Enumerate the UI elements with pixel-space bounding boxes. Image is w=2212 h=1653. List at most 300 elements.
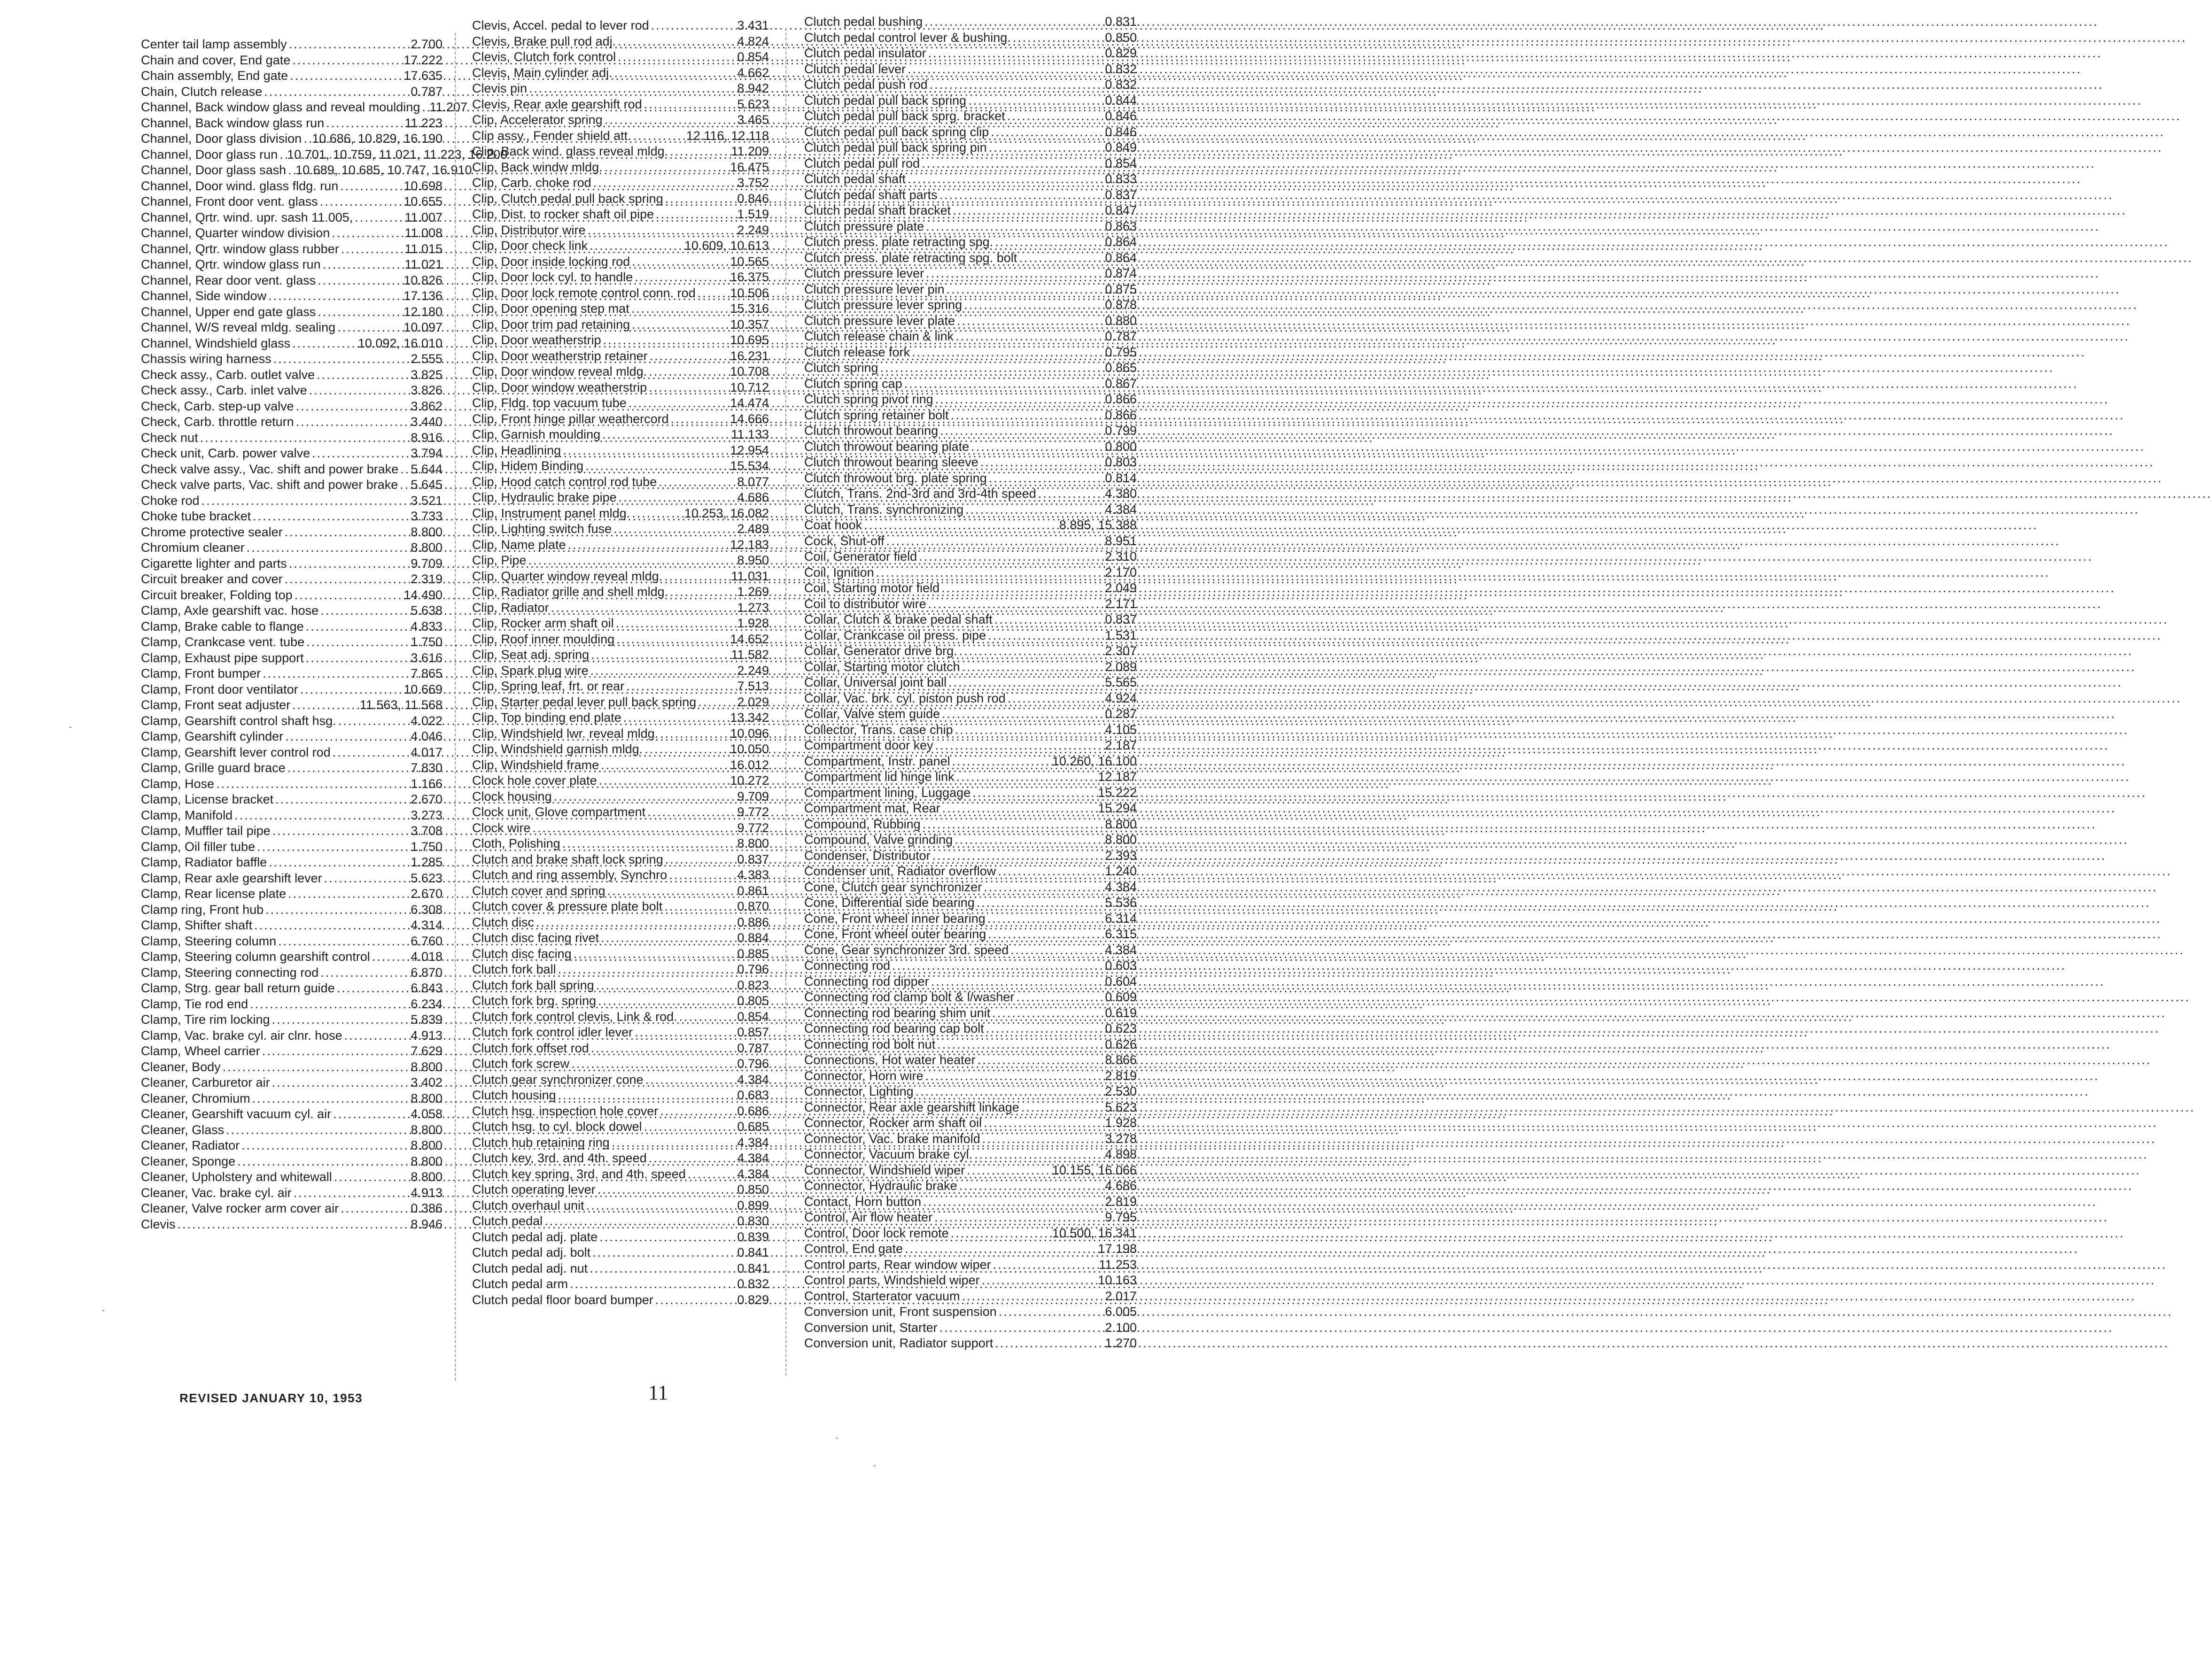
dot-leader	[618, 49, 735, 65]
entry-reference: 0.831	[1105, 15, 1137, 29]
index-entry	[472, 553, 769, 569]
entry-name: Clamp, Brake cable to flange	[141, 619, 304, 633]
dot-leader	[596, 978, 736, 994]
dot-leader	[864, 518, 1057, 533]
entry-reference: 11.253	[1099, 1257, 1137, 1272]
entry-reference: 5.638	[411, 603, 442, 618]
dot-leader	[601, 757, 728, 773]
entry-name: Clutch pedal adj. bolt	[472, 1245, 591, 1259]
dot-leader	[984, 880, 1103, 896]
dot-leader	[972, 785, 1096, 801]
dot-leader	[989, 471, 1103, 487]
entry-name: Clip, Lighting switch fuse	[472, 522, 612, 536]
dot-leader	[923, 1194, 1103, 1210]
index-entry	[472, 679, 769, 695]
entry-reference: 0.603	[1105, 958, 1137, 973]
index-entry	[141, 367, 442, 383]
entry-name: Clutch operating lever	[472, 1182, 596, 1197]
entry-reference: 5.623	[1105, 1100, 1137, 1114]
entry-reference: 0.829	[1105, 46, 1137, 60]
entry-name: Clamp, Gearshift lever control rod	[141, 745, 331, 759]
index-entry	[804, 518, 1137, 533]
dot-leader	[999, 1304, 1103, 1320]
dot-leader	[633, 128, 684, 144]
index-entry	[141, 509, 442, 525]
dot-leader	[551, 600, 736, 616]
entry-reference: 2.100	[1105, 1320, 1137, 1335]
entry-name: Circuit breaker and cover	[141, 572, 283, 586]
entry-name: Channel, Door glass division	[141, 131, 302, 146]
entry-name: Clutch pedal insulator	[804, 46, 926, 60]
entry-name: Clip, Door lock remote control conn. rod	[472, 286, 696, 300]
dot-leader	[947, 282, 1103, 298]
index-entry	[472, 1025, 769, 1041]
dot-leader	[309, 383, 409, 399]
dot-leader	[585, 458, 728, 474]
entry-reference: 0.619	[1105, 1005, 1137, 1020]
dot-leader	[326, 116, 403, 131]
dot-leader	[892, 958, 1103, 974]
entry-name: Clip, Fldg. top vacuum tube	[472, 396, 627, 410]
entry-reference: 6.843	[411, 981, 442, 995]
index-entry	[141, 525, 442, 541]
index-entry	[804, 140, 1137, 156]
index-entry	[472, 348, 769, 364]
entry-name: Clip, Windshield frame	[472, 757, 599, 772]
index-entry	[472, 270, 769, 286]
entry-name: Clutch disc	[472, 915, 535, 929]
index-entry	[141, 414, 442, 430]
dot-leader	[1008, 691, 1103, 707]
entry-reference: 1.166	[411, 776, 442, 791]
dot-leader	[632, 506, 683, 522]
dot-leader	[880, 360, 1103, 376]
dot-leader	[422, 100, 427, 116]
entry-name: Clutch spring cap	[804, 376, 902, 391]
entry-name: Clamp, Tire rim locking	[141, 1012, 270, 1027]
dot-leader	[593, 175, 736, 191]
dot-leader	[250, 996, 409, 1012]
dot-leader	[650, 348, 729, 364]
entry-name: Connector, Windshield wiper	[804, 1163, 965, 1177]
entry-name: Clutch disc facing rivet	[472, 931, 599, 945]
dot-leader	[247, 540, 409, 556]
entry-reference: 0.287	[1105, 707, 1137, 721]
dot-leader	[599, 1229, 735, 1245]
entry-reference: 14.490	[404, 587, 442, 602]
index-entry	[804, 203, 1137, 219]
index-entry	[472, 175, 769, 191]
dot-leader	[688, 1166, 736, 1182]
dot-leader	[296, 414, 409, 430]
index-entry	[472, 97, 769, 113]
index-entry	[804, 659, 1137, 675]
index-entry	[472, 128, 769, 144]
entry-name: Control parts, Windshield wiper	[804, 1273, 980, 1287]
entry-name: Clip, Door opening step mat	[472, 301, 629, 316]
dot-leader	[992, 1005, 1103, 1021]
dot-leader	[923, 817, 1103, 833]
index-entry	[472, 1276, 769, 1292]
dot-leader	[908, 171, 1103, 187]
entry-name: Clip, Seat adj. spring	[472, 648, 590, 662]
index-entry	[804, 108, 1137, 124]
entry-reference: 5.565	[1105, 675, 1137, 689]
index-entry	[472, 883, 769, 899]
entry-name: Connections, Hot water heater	[804, 1053, 976, 1067]
dot-leader	[659, 474, 735, 490]
index-entry	[472, 223, 769, 239]
entry-reference: 0.857	[737, 1025, 769, 1039]
index-entry	[804, 502, 1137, 518]
index-entry	[472, 34, 769, 50]
index-entry	[472, 946, 769, 962]
dot-leader	[306, 619, 409, 635]
entry-reference: 0.796	[737, 962, 769, 976]
dot-leader	[655, 1292, 736, 1308]
entry-name: Clip, Hydraulic brake pipe	[472, 490, 617, 504]
index-entry	[804, 345, 1137, 361]
index-entry	[141, 1059, 442, 1075]
index-entry	[141, 1169, 442, 1185]
dot-leader	[940, 423, 1103, 439]
dot-leader	[982, 1131, 1103, 1147]
entry-name: Clamp, Vac. brake cyl. air clnr. hose	[141, 1028, 342, 1043]
dot-leader	[318, 273, 402, 289]
entry-reference: 10.701, 10.759, 11.021, 11.223, 16.200	[287, 147, 508, 162]
dot-leader	[288, 162, 294, 178]
entry-reference: 8.951	[1105, 533, 1137, 548]
entry-name: Clip, Clutch pedal pull back spring	[472, 191, 663, 206]
index-entry	[141, 178, 442, 194]
entry-name: Check valve assy., Vac. shift and power brake	[141, 462, 399, 476]
entry-reference: 16.475	[730, 160, 769, 174]
entry-name: Control, Starterator vacuum	[804, 1289, 960, 1303]
entry-name: Cone, Differential side bearing	[804, 896, 975, 910]
entry-name: Clutch hsg. to cyl. block dowel	[472, 1120, 642, 1134]
scan-speck	[836, 1438, 838, 1439]
index-entry	[472, 207, 769, 223]
entry-reference: 1.750	[411, 635, 442, 649]
dot-leader	[285, 572, 409, 587]
index-entry	[804, 1241, 1137, 1257]
entry-reference: 3.440	[411, 415, 442, 429]
entry-name: Clutch pressure lever spring	[804, 298, 962, 312]
index-entry	[472, 521, 769, 537]
entry-name: Clip, Pipe	[472, 553, 527, 567]
entry-reference: 2.249	[737, 663, 769, 678]
dot-leader	[645, 1072, 736, 1088]
dot-leader	[533, 820, 736, 836]
dot-leader	[908, 62, 1103, 77]
index-entry	[141, 1106, 442, 1122]
dot-leader	[964, 297, 1103, 313]
index-entry	[472, 238, 769, 254]
index-entry	[472, 18, 769, 34]
dot-leader	[1010, 942, 1103, 958]
index-entry	[141, 1217, 442, 1233]
dot-leader	[216, 776, 409, 792]
entry-reference: 4.913	[411, 1185, 442, 1200]
dot-leader	[635, 1025, 735, 1041]
index-entry	[804, 911, 1137, 927]
entry-name: Clutch throwout bearing sleeve	[804, 455, 978, 469]
dot-leader	[991, 124, 1103, 140]
entry-name: Compound, Rubbing	[804, 817, 921, 831]
entry-reference: 8.800	[411, 541, 442, 555]
dot-leader	[536, 915, 735, 931]
index-entry	[472, 820, 769, 836]
entry-reference: 17.136	[404, 289, 442, 303]
entry-name: Condenser unit, Radiator overflow	[804, 864, 996, 878]
entry-name: Clamp, Grille guard brace	[141, 761, 286, 775]
index-entry	[804, 989, 1137, 1005]
dot-leader	[341, 1201, 409, 1217]
dot-leader	[285, 525, 409, 541]
entry-name: Clamp, Steering connecting rod	[141, 965, 319, 980]
index-entry	[472, 1261, 769, 1277]
index-entry	[472, 474, 769, 490]
entry-name: Clamp, Hose	[141, 776, 215, 791]
column-divider	[785, 28, 786, 1376]
entry-reference: 10.655	[404, 194, 442, 209]
index-entry	[804, 848, 1137, 864]
entry-name: Clutch, Trans. 2nd-3rd and 3rd-4th speed	[804, 487, 1036, 501]
entry-name: Clutch throwout bearing	[804, 424, 939, 438]
entry-reference: 5.839	[411, 1012, 442, 1027]
index-entry	[472, 1009, 769, 1025]
entry-reference: 1.285	[411, 855, 442, 869]
dot-leader	[928, 46, 1103, 62]
index-entry	[472, 1088, 769, 1104]
entry-reference: 0.686	[737, 1104, 769, 1118]
entry-name: Clamp, Rear license plate	[141, 887, 287, 901]
entry-reference: 2.171	[1105, 596, 1137, 611]
dot-leader	[312, 446, 409, 462]
dot-leader	[649, 364, 728, 380]
entry-reference: 4.686	[1105, 1179, 1137, 1193]
entry-name: Clutch pedal pull back spring	[804, 93, 967, 108]
index-entry	[472, 1213, 769, 1229]
entry-name: Control parts, Rear window wiper	[804, 1257, 991, 1272]
dot-leader	[355, 210, 403, 226]
dot-leader	[254, 918, 409, 934]
entry-name: Clutch disc facing	[472, 946, 572, 961]
entry-name: Clevis, Accel. pedal to lever rod	[472, 18, 649, 32]
entry-reference: 0.841	[737, 1245, 769, 1259]
entry-name: Clutch fork brg. spring	[472, 994, 597, 1008]
entry-reference: 10.712	[730, 380, 769, 394]
dot-leader	[268, 288, 402, 304]
dot-leader	[939, 1320, 1103, 1336]
index-entry	[472, 112, 769, 128]
dot-leader	[178, 1217, 409, 1233]
index-entry	[804, 1336, 1137, 1352]
entry-name: Clip, Door window weatherstrip	[472, 380, 647, 394]
entry-reference: 0.609	[1105, 990, 1137, 1004]
entry-reference: 0.849	[1105, 140, 1137, 154]
entry-name: Center tail lamp assembly	[141, 37, 287, 51]
entry-name: Check nut	[141, 430, 198, 445]
entry-reference: 8.800	[411, 1154, 442, 1168]
dot-leader	[649, 380, 728, 396]
index-entry	[141, 981, 442, 996]
index-entry	[804, 408, 1137, 424]
dot-leader	[607, 883, 736, 899]
dot-leader	[935, 738, 1103, 754]
dot-leader	[303, 131, 310, 147]
entry-reference: 2.819	[1105, 1068, 1137, 1083]
entry-reference: 8.946	[411, 1217, 442, 1231]
index-entry	[141, 666, 442, 682]
entry-name: Cloth, Polishing	[472, 836, 560, 850]
entry-name: Clip, Radiator grille and shell mldg.	[472, 585, 668, 599]
entry-name: Clutch press. plate retracting spg.	[804, 235, 993, 249]
entry-name: Clamp, Tie rod end	[141, 996, 248, 1011]
entry-reference: 4.824	[737, 34, 769, 48]
entry-name: Clutch throwout brg. plate spring	[804, 471, 987, 485]
dot-leader	[912, 345, 1103, 361]
entry-reference: 0.796	[737, 1057, 769, 1071]
index-entry	[472, 1292, 769, 1308]
index-entry	[472, 993, 769, 1009]
entry-reference: 2.393	[1105, 848, 1137, 863]
entry-reference: 0.832	[1105, 62, 1137, 76]
index-entry	[472, 1229, 769, 1245]
index-entry	[804, 958, 1137, 974]
dot-leader	[272, 1075, 409, 1091]
entry-name: Conversion unit, Radiator support	[804, 1336, 993, 1350]
dot-leader	[598, 1182, 736, 1198]
dot-leader	[253, 509, 409, 525]
entry-name: Clutch fork control clevis, Link & rod.	[472, 1009, 677, 1024]
entry-reference: 0.830	[737, 1214, 769, 1228]
entry-name: Clutch pedal pull rod	[804, 156, 920, 170]
entry-reference: 17.635	[404, 69, 442, 83]
entry-name: Cigarette lighter and parts	[141, 556, 287, 571]
entry-reference: 0.841	[737, 1261, 769, 1275]
dot-leader	[202, 493, 409, 509]
index-column-2	[472, 18, 769, 1308]
entry-name: Clamp, Axle gearshift vac. hose	[141, 603, 319, 618]
dot-leader	[1019, 250, 1103, 266]
dot-leader	[237, 1154, 409, 1170]
entry-reference: 5.645	[411, 478, 442, 492]
dot-leader	[986, 1021, 1103, 1037]
index-entry	[472, 411, 769, 427]
index-entry	[472, 899, 769, 915]
dot-leader	[262, 1043, 409, 1059]
index-entry	[141, 996, 442, 1012]
dot-leader	[603, 332, 729, 348]
entry-name: Clip, Rocker arm shaft oil	[472, 616, 614, 630]
index-entry	[804, 706, 1137, 722]
dot-leader	[570, 1276, 735, 1292]
index-entry	[472, 930, 769, 946]
entry-name: Clamp, Exhaust pipe support	[141, 650, 304, 665]
dot-leader	[942, 706, 1103, 722]
entry-reference: 8.916	[411, 430, 442, 445]
dot-leader	[956, 769, 1096, 785]
entry-reference: 2.029	[737, 695, 769, 709]
entry-reference: 10.260, 16.100	[1052, 754, 1137, 768]
dot-leader	[669, 867, 735, 883]
entry-reference: 0.604	[1105, 974, 1137, 989]
index-entry	[141, 1091, 442, 1107]
entry-name: Cleaner, Radiator	[141, 1138, 240, 1152]
dot-leader	[959, 643, 1103, 659]
entry-reference: 8.800	[411, 525, 442, 539]
dot-leader	[591, 647, 729, 663]
entry-name: Clutch pedal pull back spring pin	[804, 140, 987, 154]
entry-reference: 6.005	[1105, 1305, 1137, 1319]
scan-speck	[102, 1310, 104, 1311]
entry-name: Coil to distributor wire	[804, 596, 926, 611]
entry-reference: 0.623	[1105, 1021, 1137, 1035]
entry-reference: 0.787	[411, 84, 442, 99]
entry-name: Clutch cover & pressure plate bolt	[472, 899, 663, 913]
index-entry	[472, 1104, 769, 1120]
entry-name: Channel, Front door vent. glass	[141, 194, 318, 209]
entry-name: Clutch, Trans. synchronizing	[804, 502, 964, 517]
entry-name: Choke rod	[141, 493, 200, 508]
entry-name: Clip, Front hinge pillar weathercord	[472, 411, 669, 426]
index-entry	[472, 65, 769, 81]
index-entry	[472, 1198, 769, 1214]
index-entry	[804, 1289, 1137, 1305]
entry-name: Clip assy., Fender shield att.	[472, 128, 631, 143]
entry-reference: 0.878	[1105, 298, 1137, 312]
entry-name: Connecting rod bearing shim unit	[804, 1005, 991, 1020]
dot-leader	[292, 53, 402, 69]
entry-name: Cleaner, Valve rocker arm cover air	[141, 1201, 339, 1215]
entry-reference: 0.839	[737, 1229, 769, 1244]
entry-name: Clutch pedal pull back spring clip	[804, 124, 989, 139]
entry-reference: 1.928	[1105, 1116, 1137, 1130]
entry-reference: 3.733	[411, 509, 442, 523]
index-entry	[472, 490, 769, 506]
dot-leader	[925, 1068, 1103, 1084]
entry-name: Clamp, Muffler tail pipe	[141, 824, 271, 838]
index-entry	[141, 257, 442, 273]
index-entry	[141, 634, 442, 650]
entry-name: Clamp, License bracket	[141, 792, 274, 806]
dot-leader	[919, 549, 1103, 565]
entry-name: Check unit, Carb. power valve	[141, 446, 310, 460]
index-entry	[472, 1041, 769, 1057]
entry-name: Clamp, Gearshift control shaft hsg.	[141, 713, 336, 728]
entry-reference: 4.046	[411, 729, 442, 743]
entry-reference: 0.863	[1105, 219, 1137, 233]
entry-name: Clip, Spark plug wire	[472, 663, 589, 678]
dot-leader	[951, 408, 1103, 424]
index-entry	[472, 1119, 769, 1135]
entry-name: Check valve parts, Vac. shift and power brake	[141, 478, 398, 492]
entry-reference: 11.133	[731, 427, 769, 441]
entry-name: Clevis, Brake pull rod adj.	[472, 34, 616, 48]
entry-name: Clutch spring retainer bolt	[804, 408, 949, 422]
index-entry	[141, 1028, 442, 1044]
entry-name: Channel, Door glass run	[141, 147, 278, 162]
dot-leader	[935, 392, 1103, 408]
entry-name: Clutch pedal	[472, 1214, 543, 1228]
index-entry	[141, 336, 442, 352]
dot-leader	[670, 584, 735, 600]
entry-name: Clip, Door trim pad retaining	[472, 317, 630, 332]
index-entry	[472, 773, 769, 789]
entry-reference: 0.837	[737, 852, 769, 866]
index-entry	[141, 383, 442, 399]
